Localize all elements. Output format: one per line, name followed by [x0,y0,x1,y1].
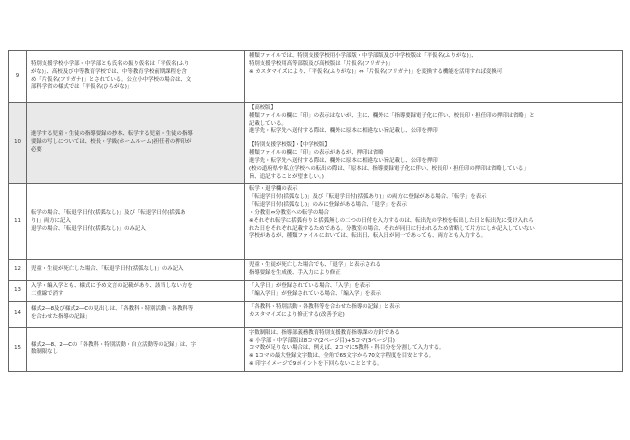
requirement-line: 退学の場合、「転退学日付(括弧なし)」のみ記入 [31,225,146,232]
requirement-line: 必要 [31,147,42,154]
handling-line: ※ カスタマイズにより、「平仮名(ふりがな)」⇔「片仮名(フリガナ)」を変換する機能を活用すれば変換可 [249,68,503,75]
handling-line: 種類ファイルの欄に「印」の表示はないが、主に、欄外に「指導要録電子化に伴い、校長印・担任印の押印は省略」と [249,112,535,119]
requirement-cell [27,327,245,371]
handling-line: 旨、追記することが望ましい。) [249,173,324,180]
requirement-line: 転学の場合、「転退学日付(括弧なし)」及び「転退学日付(括弧あ [31,210,186,217]
table-row [9,184,623,260]
handling-line: ※ 小学部・中学部版は8コマ(2ページ目)+5コマ(3ページ目) [249,337,395,344]
row-number: 15 [9,327,27,371]
requirement-line: 児童・生徒が死亡した場合、「転退学日付(括弧なし)」のみ記入 [31,266,184,273]
requirement-cell [27,103,245,184]
requirement-line: 部科学省の様式では「平仮名(ひらがな)」 [31,84,133,91]
handling-line: 「入学日」が登録されている場合、「入学」を表示 [249,283,371,290]
handling-line: 「各教科・特別活動・各教科等を合わせた指導の記録」と表示 [249,303,400,310]
handling-line: 進学先・転学先へ送付する際は、欄外に原本に相違ない旨記載し、公印を押印 [249,157,438,164]
handling-cell [245,301,623,327]
table-row [9,103,623,184]
handling-line: ※ 1コマの最大登録文字数は、全角で65文字から70文字程度を目安とする。 [249,353,435,360]
handling-line: ※ 印字イメージで9ポイントを下回らないこととする。 [249,361,383,368]
table-row [9,51,623,103]
handling-line: カスタマイズにより修正する(改善予定) [249,311,345,318]
handling-line: 進学先・転学先へ送付する際は、欄外に原本に相違ない旨記載し、公印を押印 [249,128,438,135]
handling-line: (校の道府県や私立学校への転出の際は、「原本は、指導要録電子化に伴い、校長印・担任印の押印は省略している」 [249,165,529,172]
handling-line: ・分教室⇔分教室への転学の場合 [249,209,329,216]
handling-line: 「転退学日付(括弧なし)」及び「転退学日付(括弧あり)」の両方に登録がある場合、「転学」を表示 [249,194,487,201]
requirement-cell [27,260,245,281]
requirement-cell [27,281,245,302]
requirement-line: り)」両方に記入 [31,218,71,225]
handling-line: れた日をそれぞれ記載するためである。分教室の場合、それが同日に行われるため省略して片方にしか記入していない [249,225,535,232]
requirement-line: を合わせた指導の記録」 [31,314,91,321]
requirement-line: 数制限なし [31,349,58,356]
row-number: 13 [9,281,27,302]
requirement-line: 様式2―8、2―Cの「各教科・特別活動・自立活動等の記録」は、字 [31,341,196,348]
table-row [9,327,623,371]
requirement-line: 要録の写しについては、校長・学級(ホームルーム)担任者の押印が [31,139,192,146]
requirement-line: がな)」、高校及び中等教育学校では、中等教育学校前期課程を含 [31,68,187,75]
requirement-line: 様式2―8及び様式2―Cの見出しは、「各教科・特別活動・各教科等 [31,306,194,313]
handling-line: 【特別支援学校版】・【中学校版】 [249,142,330,149]
handling-line: 【高校版】 [249,105,276,111]
requirement-cell [27,301,245,327]
handling-line: コマ数が足りない場合は、例えば、2コマに5教科・科目分を分割して入力する。 [249,345,445,352]
table-row [9,260,623,281]
row-number: 14 [9,301,27,327]
handling-line: 種類ファイルでは、特別支援学校用小学部版・中学部版及び中学校版は「平仮名(ふりがな)」、 [249,53,477,59]
handling-cell [245,327,623,371]
table-row [9,301,623,327]
handling-cell [245,51,623,103]
row-number: 12 [9,260,27,281]
handling-line: 字数制限は、指導部義務教育特別支援教育指導課の方針である [249,329,400,336]
row-number: 11 [9,184,27,260]
handling-line: 種類ファイルの欄に「印」の表示があるが、押印は省略 [249,150,384,157]
requirement-line: 進学する児童・生徒の指導要録の抄本、転学する児童・生徒の指導 [31,131,193,138]
requirements-table [8,50,623,372]
table-row [9,281,623,302]
requirement-cell [27,184,245,260]
handling-cell [245,184,623,260]
handling-line: 児童・生徒が死亡した場合でも、「退学」と表示される [249,262,382,269]
requirement-line: 特別支援学校小学部・中学部とも氏名の振り仮名は「平仮名(ふり [31,60,190,67]
row-number: 9 [9,51,27,103]
handling-line: 「編入学日」が登録されている場合、「編入学」を表示 [249,290,382,297]
handling-cell [245,281,623,302]
handling-cell [245,260,623,281]
handling-line: 学校があるが、種類ファイルにおいては、転出日、転入日が同一であっても、両方とも入力する。 [249,233,487,240]
handling-cell [245,103,623,184]
row-number: 10 [9,103,27,184]
handling-line: 指導要録を生成後、手入力により修正 [249,270,341,277]
requirement-cell [27,51,245,103]
handling-line: 記載している。 [249,120,287,127]
handling-line: 「転退学日付(括弧なし)」のみに登録がある場合、「退学」を表示 [249,202,407,209]
handling-line: ※それぞれ転学に括弧有りと括弧無しの二つの日付を入力するのは、転出先の学校を転出した日と転出先に受け入れら [249,217,534,224]
requirement-line: 二重線で消す [31,290,64,297]
handling-line: 転学・退学欄の表示 [249,186,298,193]
requirement-line: め「片仮名(フリガナ)」とされている。公立小中学校の場合は、文 [31,76,192,83]
handling-line: 特別支援学校用高等部版及び高校版は「片仮名(フリガナ)」 [249,60,394,67]
requirement-line: 入学・編入学とも、様式に予め文言の記載があり、該当しない方を [31,283,193,290]
